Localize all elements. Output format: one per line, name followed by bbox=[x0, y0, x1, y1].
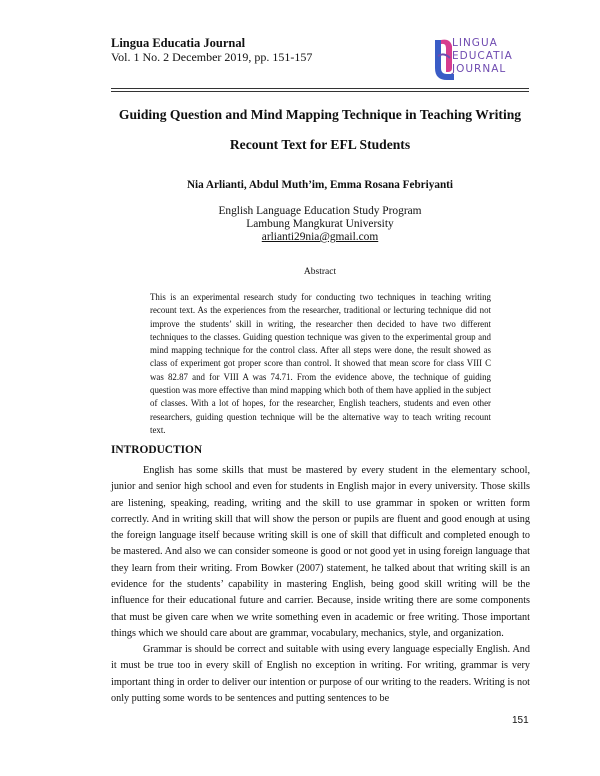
abstract-heading: Abstract bbox=[303, 267, 337, 277]
logo-text-educatia: EDUCATIA bbox=[452, 50, 513, 62]
journal-name: Lingua Educatia Journal bbox=[111, 36, 246, 50]
author-list: Nia Arlianti, Abdul Muth’im, Emma Rosana Febriyanti bbox=[186, 179, 454, 191]
page-number: 151 bbox=[512, 715, 529, 726]
journal-logo bbox=[430, 34, 530, 84]
introduction-paragraph-2: Grammar is should be correct and suitable with using every language especially English. And it must be true too in every skill of English no exception in writing. For writing, grammar is very important thing in order to deliver our intention or purpose of our writing to the readers. Writing is not only putting some words to be sentences and putting sentences to be bbox=[111, 644, 530, 704]
journal-volume-info: Vol. 1 No. 2 December 2019, pp. 151-157 bbox=[111, 50, 313, 64]
abstract-text: This is an experimental research study for conducting two techniques in teaching writing recount text. As the experiences from the researcher, traditional or lecturing technique did not improve the students’ skill in writing, the researcher then decided to have two different techniques to the classes. Guiding question technique was given to the experimental group and mind mapping technique for the control class. After all steps were done, the result showed as class of experiment got proper score than control. It showed that mean score for class VIII C was 82.87 and for VIII A was 74.71. From the evidence above, the technique of guiding question was more effective than mind mapping which both of them have applied in the subject of classes. With a lot of hopes, for the researcher, English teachers, students and even other researchers, guiding question technique will be the alternative way to teach writing recount text. bbox=[150, 292, 491, 435]
author-email-link[interactable]: arlianti29nia@gmail.com bbox=[261, 231, 379, 243]
affiliation-program: English Language Education Study Program bbox=[218, 205, 422, 217]
logo-text-journal: JOURNAL bbox=[452, 63, 507, 75]
introduction-heading: INTRODUCTION bbox=[111, 444, 203, 456]
paper-title-line-2: Recount Text for EFL Students bbox=[229, 137, 411, 152]
header-rule-second bbox=[111, 91, 529, 92]
affiliation-university: Lambung Mangkurat University bbox=[246, 218, 394, 230]
logo-text-lingua: LINGUA bbox=[452, 37, 498, 49]
header-rule bbox=[111, 88, 529, 89]
paper-title-line-1: Guiding Question and Mind Mapping Technique in Teaching Writing bbox=[118, 107, 522, 122]
introduction-paragraph-1: English has some skills that must be mastered by every student in the elementary school, junior and senior high school and even for students in English major in every university. Those skills are listening, speaking, reading, writing and the skill to use grammar in spoken or written form correctly. And in writing skill that will show the person or pupils are fluent and good enough at using the foreign language itself because writing skill is one of skill that difficult and completed enough to be mastered. And also we can consider someone is good or not good yet in using foreign language that they learn from their writing. From Bowker (2007) statement, he talked about that writing skill is an evidence for the students’ capability in mastering English, being good skill writing will be the influence for their educational future and carrier. Because, inside writing there are some components that must be given care when we write something even in academic or free writing. Those important things which we should care about are grammar, vocabulary, mechanics, style, and organization. bbox=[111, 465, 530, 639]
affiliation-block bbox=[60, 205, 580, 244]
